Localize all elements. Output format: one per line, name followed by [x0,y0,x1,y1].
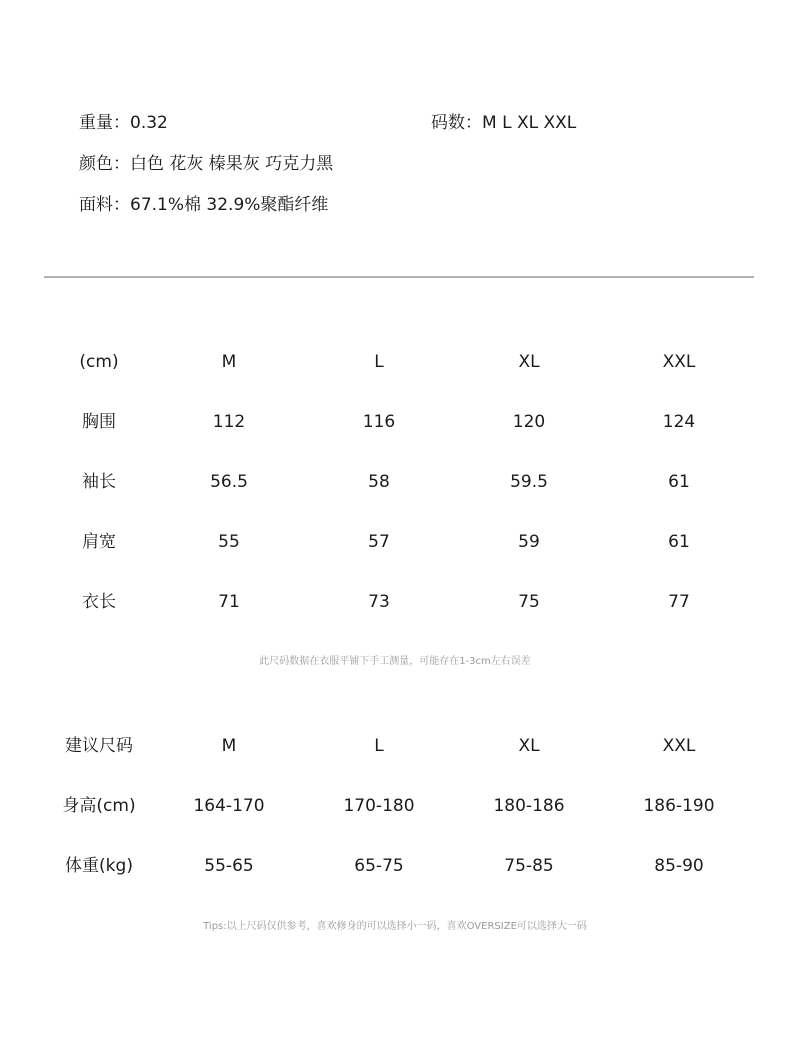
colors-value: 白色 花灰 榛果灰 巧克力黑 [130,154,334,174]
table-cell: 55 [218,532,240,552]
colors-label: 颜色： [79,154,130,174]
table-cell: 120 [512,412,546,432]
header-unit: (cm) [79,352,119,372]
table-cell: 85-90 [654,856,704,876]
row-label-height: 身高(cm) [62,796,136,816]
table-cell: 112 [212,412,246,432]
table-cell: 61 [668,472,690,492]
sizes-label: 码数： [431,113,482,133]
header-size-l: L [374,352,384,372]
table-row [0,589,790,615]
table-row [0,469,790,495]
header-size-xl: XL [518,352,540,372]
header-size-l: L [374,736,384,756]
table-cell: 77 [668,592,690,612]
header-size-xxl: XXL [662,736,696,756]
table-cell: 75-85 [504,856,554,876]
weight-value: 0.32 [130,113,168,133]
table-cell: 180-186 [493,796,565,816]
header-size-m: M [221,352,237,372]
table-cell: 75 [518,592,540,612]
table-cell: 116 [362,412,396,432]
table-row [0,409,790,435]
table-row [0,853,790,879]
table-cell: 59 [518,532,540,552]
header-size-m: M [221,736,237,756]
table-row [0,793,790,819]
row-label-chest: 胸围 [82,412,116,432]
tips-note: Tips:以上尺码仅供参考，喜欢修身的可以选择小一码，喜欢OVERSIZE可以选择大一码 [203,921,587,932]
measurement-note: 此尺码数据在衣服平铺下手工测量，可能存在1-3cm左右误差 [259,656,531,667]
measurement-header-row [0,349,790,375]
row-label-weight: 体重(kg) [65,856,133,876]
header-size-xxl: XXL [662,352,696,372]
table-cell: 164-170 [193,796,265,816]
header-recommend-size: 建议尺码 [65,736,133,756]
row-label-sleeve: 袖长 [82,472,116,492]
table-cell: 55-65 [204,856,254,876]
fabric-label: 面料： [79,195,130,215]
table-cell: 71 [218,592,240,612]
recommend-header-row [0,733,790,759]
row-label-shoulder: 肩宽 [82,532,116,552]
table-cell: 57 [368,532,390,552]
table-cell: 56.5 [210,472,248,492]
table-cell: 59.5 [510,472,548,492]
table-cell: 73 [368,592,390,612]
sizes-value: M L XL XXL [482,113,577,133]
weight-line [79,112,168,134]
header-size-xl: XL [518,736,540,756]
table-row [0,529,790,555]
table-cell: 124 [662,412,696,432]
fabric-line [79,194,328,216]
weight-label: 重量： [79,113,130,133]
table-cell: 170-180 [343,796,415,816]
section-divider [44,276,754,278]
fabric-value: 67.1%棉 32.9%聚酯纤维 [130,195,329,215]
sizes-line [431,112,576,134]
table-cell: 61 [668,532,690,552]
colors-line [79,153,333,175]
table-cell: 186-190 [643,796,715,816]
table-cell: 58 [368,472,390,492]
table-cell: 65-75 [354,856,404,876]
row-label-length: 衣长 [82,592,116,612]
